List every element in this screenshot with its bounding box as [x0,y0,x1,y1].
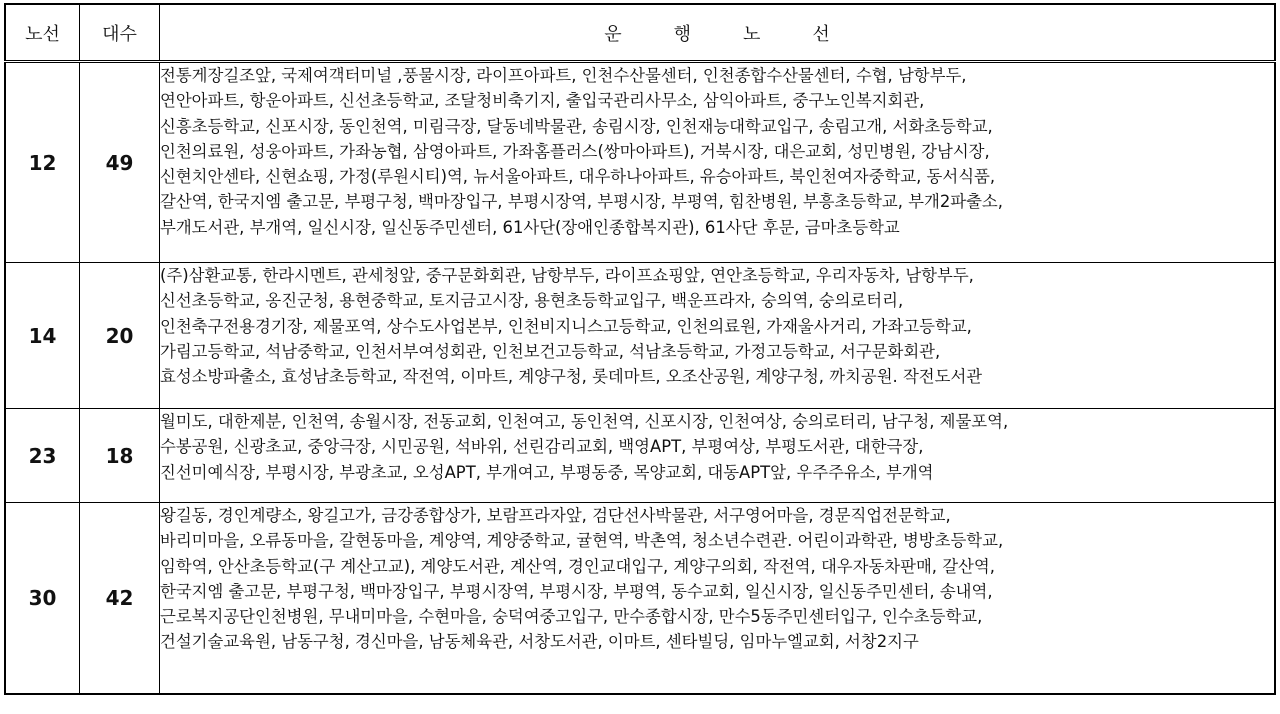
stops-line: 바리미마을, 오류동마을, 갈현동마을, 계양역, 계양중학교, 귤현역, 박촌역, 청소년수련관. 어린이과학관, 병방초등학교, [160,531,1004,551]
stops-line: 신선초등학교, 옹진군청, 용현중학교, 토지금고시장, 용현초등학교입구, 백운프라자, 숭의역, 숭의로터리, [160,291,904,311]
header-count: 대수 [80,4,160,62]
stops-line: 진선미예식장, 부평시장, 부광초교, 오성APT, 부개여고, 부평동중, 목양교회, 대동APT앞, 우주주유소, 부개역 [160,462,934,482]
stops-line: 수봉공원, 신광초교, 중앙극장, 시민공원, 석바위, 선린감리교회, 백영APT, 부평여상, 부평도서관, 대한극장, [160,437,924,457]
bus-route-table [4,3,1276,695]
stops-line: 전통게장길조앞, 국제여객터미널 ,풍물시장, 라이프아파트, 인천수산물센터, 인천종합수산물센터, 수협, 남항부두, [160,66,967,85]
header-route: 노선 [5,4,80,62]
stops-line: 건설기술교육원, 남동구청, 경신마을, 남동체육관, 서창도서관, 이마트, 센타빌딩, 임마누엘교회, 서창2지구 [160,632,919,652]
header-stops-label: 운행노선 [604,23,882,45]
bus-count: 18 [80,409,160,503]
header-row [5,4,1275,62]
stops-line: 갈산역, 한국지엠 출고문, 부평구청, 백마장입구, 부평시장역, 부평시장, 부평역, 힘찬병원, 부흥초등학교, 부개2파출소, [160,192,1003,212]
table-row [5,263,1275,409]
stops-line: 효성소방파출소, 효성남초등학교, 작전역, 이마트, 계양구청, 롯데마트, 오조산공원, 계양구청, 까치공원. 작전도서관 [160,367,983,387]
stops-line: 인천의료원, 성웅아파트, 가좌농협, 삼영아파트, 가좌홈플러스(쌍마아파트), 거북시장, 대은교회, 성민병원, 강남시장, [160,141,990,161]
header-stops [160,4,1276,62]
stops-line: 임학역, 안산초등학교(구 계산고교), 계양도서관, 계산역, 경인교대입구, 계양구의회, 작전역, 대우자동차판매, 갈산역, [160,556,995,576]
route-number: 14 [5,263,80,409]
stops-line: 부개도서관, 부개역, 일신시장, 일신동주민센터, 61사단(장애인종합복지관), 61사단 후문, 금마초등학교 [160,217,900,237]
bus-count: 42 [80,503,160,695]
stops-line: 신흥초등학교, 신포시장, 동인천역, 미림극장, 달동네박물관, 송림시장, 인천재능대학교입구, 송림고개, 서화초등학교, [160,116,993,136]
route-number: 30 [5,503,80,695]
stops-line: 인천축구전용경기장, 제물포역, 상수도사업본부, 인천비지니스고등학교, 인천의료원, 가재울사거리, 가좌고등학교, [160,316,972,336]
route-stops [160,263,1276,409]
route-number: 23 [5,409,80,503]
table-row [5,409,1275,503]
stops-line: 가림고등학교, 석남중학교, 인천서부여성회관, 인천보건고등학교, 석남초등학교, 가정고등학교, 서구문화회관, [160,341,941,361]
route-stops [160,503,1276,695]
route-stops [160,62,1276,263]
stops-line: 신현치안센타, 신현쇼핑, 가정(루원시티)역, 뉴서울아파트, 대우하나아파트, 유승아파트, 북인천여자중학교, 동서식품, [160,167,996,187]
stops-line: 근로복지공단인천병원, 무내미마을, 수현마을, 숭덕여중고입구, 만수종합시장, 만수5동주민센터입구, 인수초등학교, [160,607,983,627]
table-row [5,503,1275,695]
route-stops [160,409,1276,503]
bus-count: 49 [80,62,160,263]
table-header [5,4,1275,62]
stops-line: 월미도, 대한제분, 인천역, 송월시장, 전동교회, 인천여고, 동인천역, 신포시장, 인천여상, 숭의로터리, 남구청, 제물포역, [160,412,1009,431]
stops-line: 연안아파트, 항운아파트, 신선초등학교, 조달청비축기지, 출입국관리사무소, 삼익아파트, 중구노인복지회관, [160,91,925,111]
stops-line: 왕길동, 경인계량소, 왕길고가, 금강종합상가, 보람프라자앞, 검단선사박물관, 서구영어마을, 경문직업전문학교, [160,506,951,525]
route-number: 12 [5,62,80,263]
stops-line: 한국지엠 출고문, 부평구청, 백마장입구, 부평시장역, 부평시장, 부평역, 동수교회, 일신시장, 일신동주민센터, 송내역, [160,581,993,601]
bus-count: 20 [80,263,160,409]
table-row [5,62,1275,263]
stops-line: (주)삼환교통, 한라시멘트, 관세청앞, 중구문화회관, 남항부두, 라이프쇼핑앞, 연안초등학교, 우리자동차, 남항부두, [160,266,974,285]
table-body [5,62,1275,695]
